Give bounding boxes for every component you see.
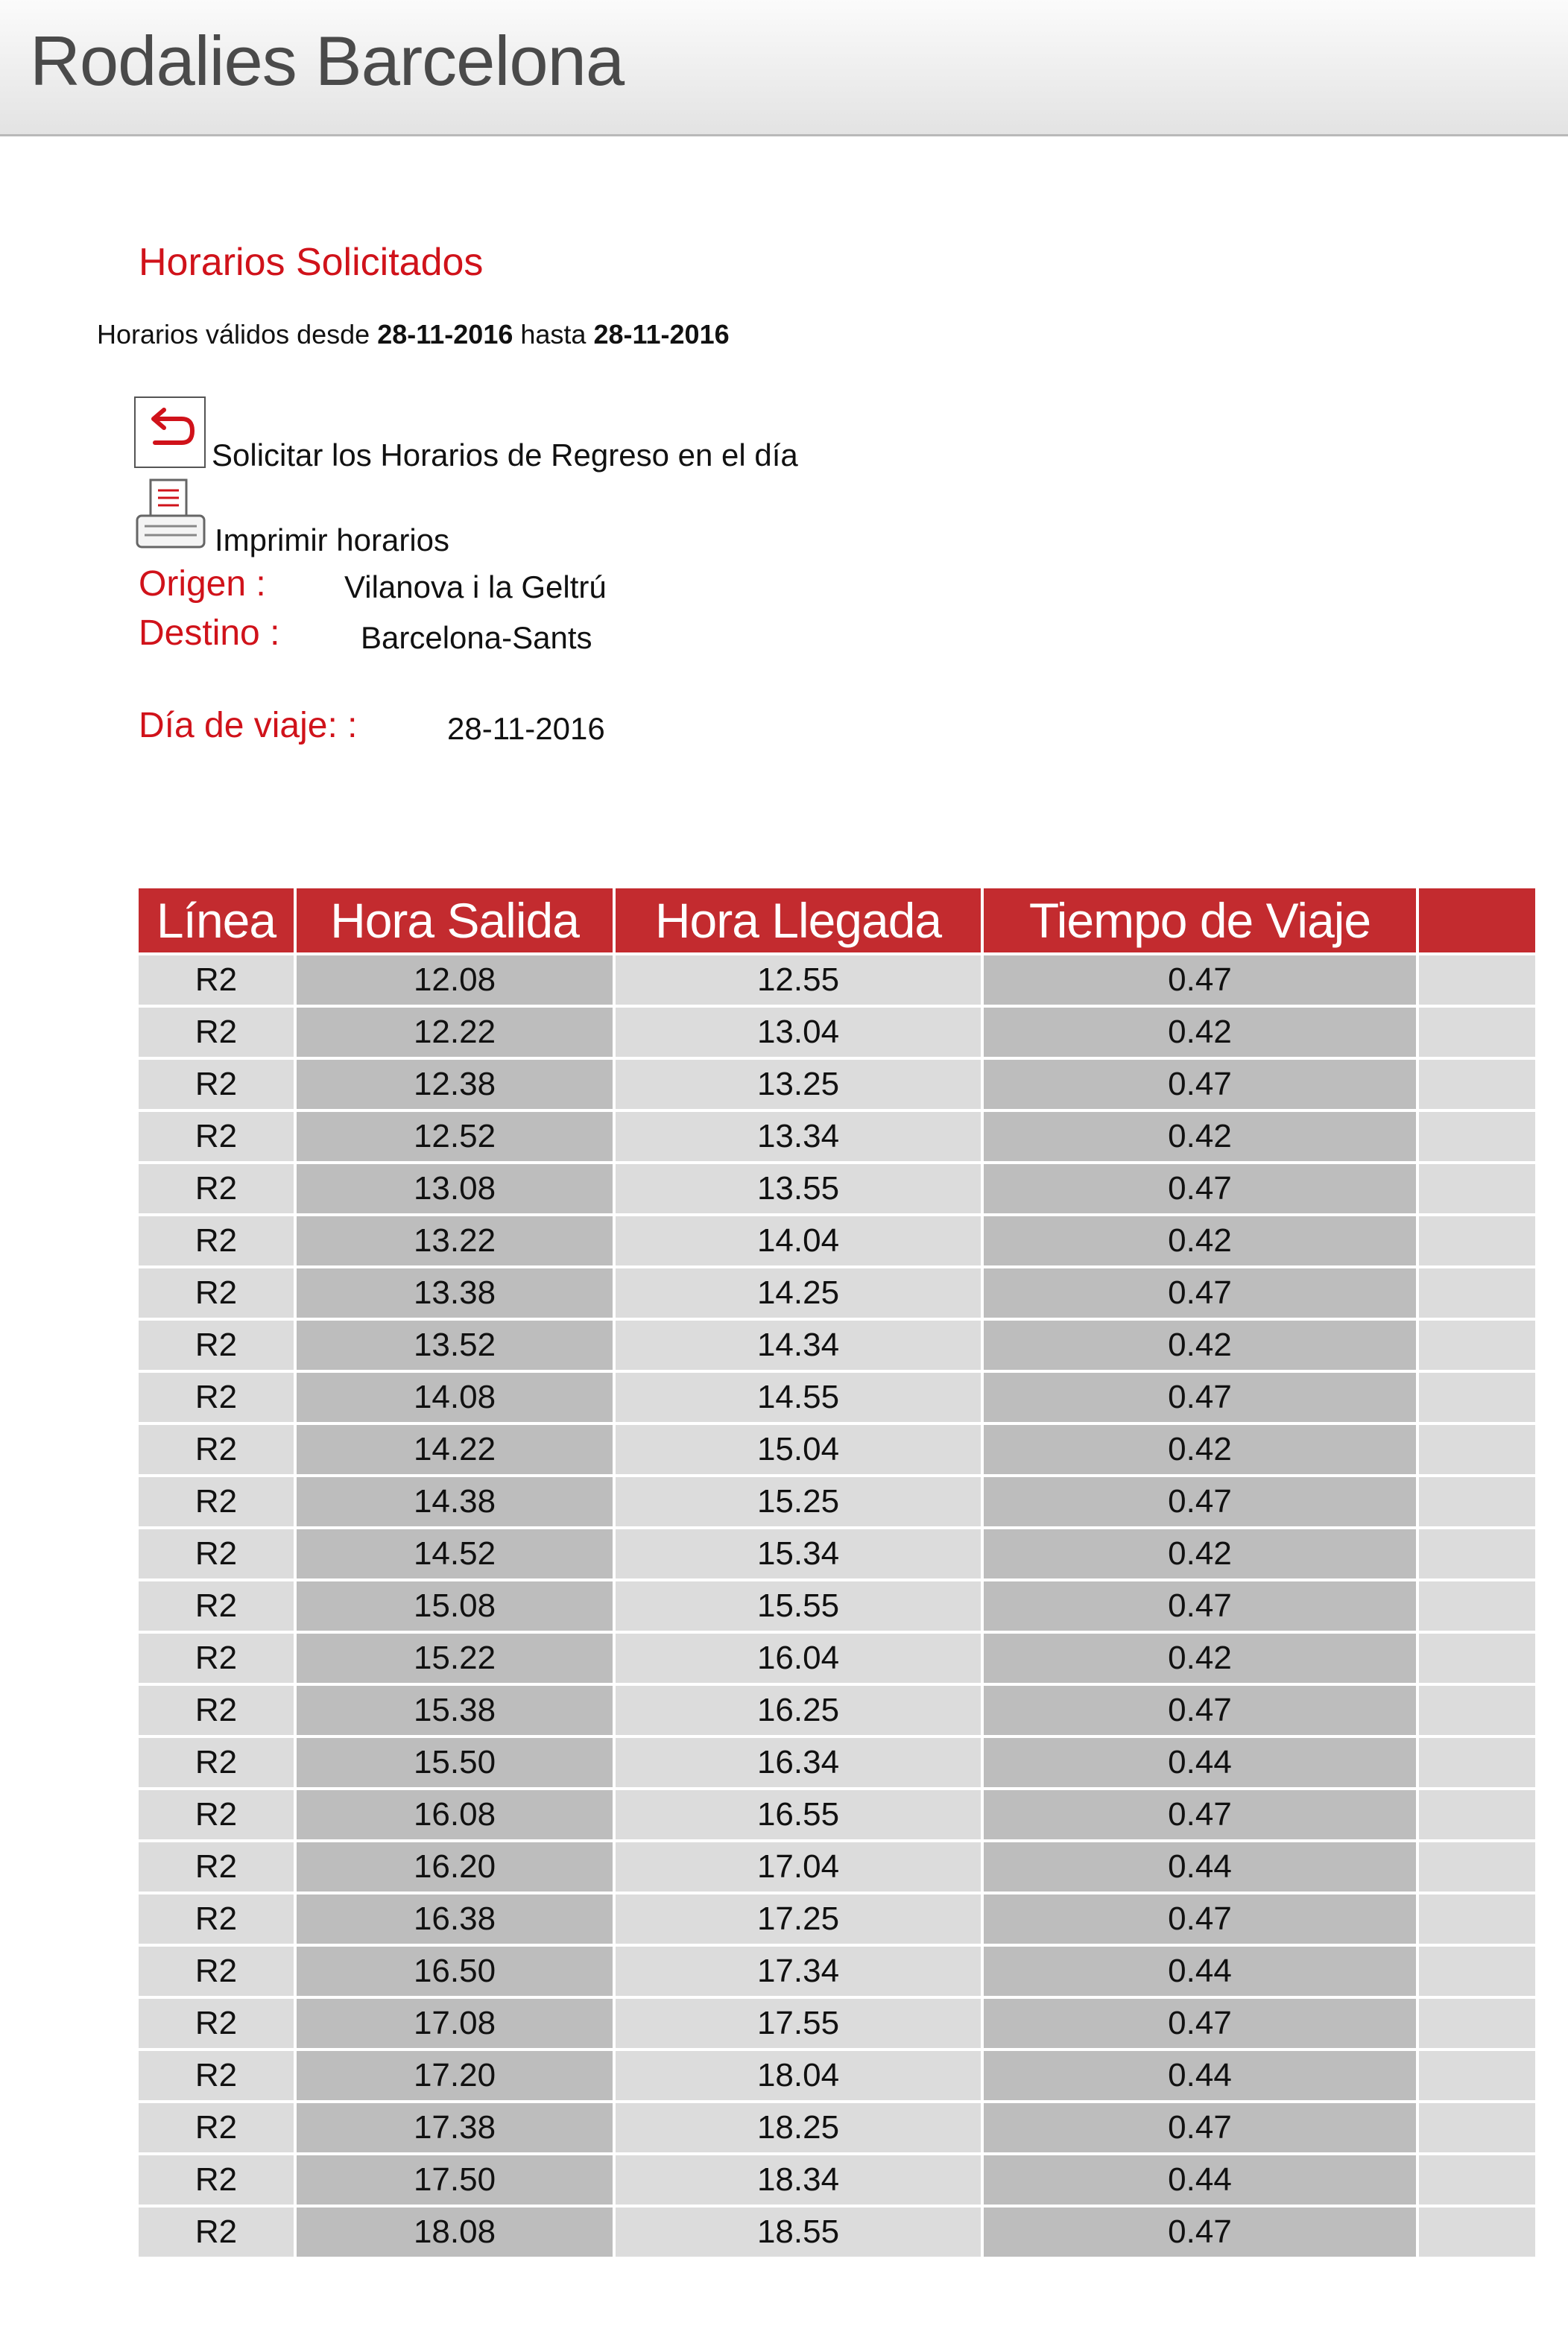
table-row [139,1634,1535,1683]
cell-hora-llegada: 13.04 [616,1008,981,1057]
cell-linea: R2 [139,2208,294,2257]
cell-hora-salida: 14.08 [297,1373,613,1422]
table-row [139,1060,1535,1109]
table-row [139,1894,1535,1944]
cell-hora-llegada: 14.55 [616,1373,981,1422]
cell-linea: R2 [139,1790,294,1839]
cell-extra [1419,1634,1535,1683]
cell-hora-salida: 15.50 [297,1738,613,1787]
cell-extra [1419,1790,1535,1839]
cell-hora-salida: 12.22 [297,1008,613,1057]
timetable [136,885,1538,2260]
cell-extra [1419,2051,1535,2100]
table-row [139,2208,1535,2257]
cell-linea: R2 [139,1216,294,1265]
cell-hora-salida: 13.22 [297,1216,613,1265]
cell-linea: R2 [139,1738,294,1787]
column-header-hora-salida: Hora Salida [297,888,613,952]
cell-hora-salida: 16.08 [297,1790,613,1839]
travel-date-label: Día de viaje: : [139,706,358,745]
column-header-hora-llegada: Hora Llegada [616,888,981,952]
cell-linea: R2 [139,1634,294,1683]
cell-hora-salida: 12.08 [297,955,613,1005]
cell-extra [1419,1842,1535,1892]
timetable-header-row [139,888,1535,952]
cell-hora-llegada: 16.34 [616,1738,981,1787]
cell-hora-salida: 15.08 [297,1581,613,1631]
cell-hora-salida: 12.52 [297,1112,613,1161]
validity-range [97,319,730,350]
cell-extra [1419,1008,1535,1057]
cell-extra [1419,1738,1535,1787]
cell-extra [1419,2103,1535,2152]
cell-hora-llegada: 17.55 [616,1999,981,2048]
table-row [139,1164,1535,1213]
cell-linea: R2 [139,1321,294,1370]
column-header-tiempo-de-viaje: Tiempo de Viaje [984,888,1416,952]
cell-extra [1419,1060,1535,1109]
column-header-linea: Línea [139,888,294,952]
cell-tiempo-de-viaje: 0.44 [984,2155,1416,2205]
cell-hora-llegada: 15.04 [616,1425,981,1474]
table-row [139,955,1535,1005]
table-row [139,1112,1535,1161]
destination-label: Destino : [139,613,280,653]
cell-hora-salida: 16.38 [297,1894,613,1944]
cell-linea: R2 [139,1686,294,1735]
cell-extra [1419,1164,1535,1213]
validity-middle: hasta [513,319,594,350]
cell-tiempo-de-viaje: 0.44 [984,1947,1416,1996]
cell-tiempo-de-viaje: 0.47 [984,1686,1416,1735]
return-arrow-icon[interactable] [134,396,206,468]
cell-hora-llegada: 18.55 [616,2208,981,2257]
print-schedules-link[interactable] [134,478,450,557]
travel-date-value: 28-11-2016 [447,711,605,746]
cell-hora-salida: 18.08 [297,2208,613,2257]
cell-hora-llegada: 13.25 [616,1060,981,1109]
cell-extra [1419,1268,1535,1318]
origin-value: Vilanova i la Geltrú [344,569,607,604]
cell-linea: R2 [139,1947,294,1996]
cell-extra [1419,1999,1535,2048]
table-row [139,1947,1535,1996]
app-title: Rodalies Barcelona [30,22,625,100]
cell-hora-salida: 13.52 [297,1321,613,1370]
cell-linea: R2 [139,1477,294,1526]
table-row [139,1373,1535,1422]
cell-linea: R2 [139,1529,294,1578]
cell-hora-salida: 12.38 [297,1060,613,1109]
cell-hora-llegada: 16.55 [616,1790,981,1839]
column-header-extra [1419,888,1535,952]
table-row [139,1425,1535,1474]
validity-to-date: 28-11-2016 [593,319,730,350]
validity-from-date: 28-11-2016 [377,319,513,350]
cell-linea: R2 [139,1999,294,2048]
table-row [139,1529,1535,1578]
cell-hora-llegada: 14.25 [616,1268,981,1318]
cell-tiempo-de-viaje: 0.42 [984,1529,1416,1578]
cell-hora-llegada: 15.34 [616,1529,981,1578]
cell-linea: R2 [139,1060,294,1109]
cell-tiempo-de-viaje: 0.47 [984,955,1416,1005]
cell-hora-llegada: 17.04 [616,1842,981,1892]
cell-hora-salida: 14.38 [297,1477,613,1526]
cell-linea: R2 [139,2155,294,2205]
table-row [139,1477,1535,1526]
cell-hora-salida: 17.08 [297,1999,613,2048]
cell-hora-llegada: 18.25 [616,2103,981,2152]
cell-linea: R2 [139,2103,294,2152]
cell-linea: R2 [139,1842,294,1892]
cell-tiempo-de-viaje: 0.42 [984,1321,1416,1370]
cell-tiempo-de-viaje: 0.47 [984,1790,1416,1839]
table-row [139,2155,1535,2205]
cell-linea: R2 [139,1164,294,1213]
cell-hora-llegada: 16.25 [616,1686,981,1735]
table-row [139,1686,1535,1735]
cell-extra [1419,1425,1535,1474]
cell-tiempo-de-viaje: 0.47 [984,1164,1416,1213]
cell-linea: R2 [139,1373,294,1422]
table-row [139,1738,1535,1787]
cell-tiempo-de-viaje: 0.47 [984,1268,1416,1318]
cell-extra [1419,955,1535,1005]
cell-tiempo-de-viaje: 0.42 [984,1634,1416,1683]
cell-tiempo-de-viaje: 0.42 [984,1216,1416,1265]
table-row [139,1321,1535,1370]
cell-extra [1419,2208,1535,2257]
cell-hora-salida: 14.22 [297,1425,613,1474]
table-row [139,1268,1535,1318]
cell-extra [1419,1477,1535,1526]
cell-hora-salida: 17.50 [297,2155,613,2205]
cell-extra [1419,1112,1535,1161]
destination-value: Barcelona-Sants [361,620,592,655]
cell-hora-salida: 17.20 [297,2051,613,2100]
app-header [0,0,1568,136]
cell-hora-llegada: 14.04 [616,1216,981,1265]
cell-linea: R2 [139,955,294,1005]
origin-label: Origen : [139,564,266,604]
cell-tiempo-de-viaje: 0.47 [984,1581,1416,1631]
cell-extra [1419,1321,1535,1370]
table-row [139,1842,1535,1892]
cell-extra [1419,1894,1535,1944]
cell-hora-llegada: 13.55 [616,1164,981,1213]
cell-tiempo-de-viaje: 0.42 [984,1112,1416,1161]
cell-hora-salida: 16.20 [297,1842,613,1892]
cell-hora-llegada: 12.55 [616,955,981,1005]
cell-hora-llegada: 14.34 [616,1321,981,1370]
cell-hora-salida: 13.38 [297,1268,613,1318]
cell-hora-llegada: 15.55 [616,1581,981,1631]
table-row [139,1790,1535,1839]
cell-tiempo-de-viaje: 0.42 [984,1008,1416,1057]
table-row [139,1008,1535,1057]
cell-hora-salida: 13.08 [297,1164,613,1213]
cell-hora-salida: 15.38 [297,1686,613,1735]
table-row [139,2103,1535,2152]
table-row [139,1999,1535,2048]
cell-linea: R2 [139,1894,294,1944]
cell-tiempo-de-viaje: 0.47 [984,1373,1416,1422]
cell-hora-salida: 14.52 [297,1529,613,1578]
cell-extra [1419,1581,1535,1631]
cell-tiempo-de-viaje: 0.47 [984,1477,1416,1526]
cell-linea: R2 [139,1425,294,1474]
cell-extra [1419,1373,1535,1422]
cell-hora-salida: 15.22 [297,1634,613,1683]
print-schedules-label[interactable]: Imprimir horarios [215,522,450,557]
request-return-schedules-link[interactable] [134,396,798,473]
cell-linea: R2 [139,2051,294,2100]
cell-linea: R2 [139,1581,294,1631]
cell-hora-llegada: 17.25 [616,1894,981,1944]
cell-hora-llegada: 18.04 [616,2051,981,2100]
cell-hora-salida: 17.38 [297,2103,613,2152]
cell-tiempo-de-viaje: 0.47 [984,1999,1416,2048]
cell-hora-llegada: 15.25 [616,1477,981,1526]
cell-linea: R2 [139,1112,294,1161]
cell-linea: R2 [139,1268,294,1318]
cell-tiempo-de-viaje: 0.47 [984,1060,1416,1109]
table-row [139,1581,1535,1631]
table-row [139,2051,1535,2100]
cell-linea: R2 [139,1008,294,1057]
validity-prefix: Horarios válidos desde [97,319,378,350]
cell-tiempo-de-viaje: 0.47 [984,2103,1416,2152]
request-return-schedules-label[interactable]: Solicitar los Horarios de Regreso en el día [212,437,798,473]
cell-tiempo-de-viaje: 0.44 [984,1842,1416,1892]
cell-hora-salida: 16.50 [297,1947,613,1996]
cell-tiempo-de-viaje: 0.42 [984,1425,1416,1474]
cell-hora-llegada: 16.04 [616,1634,981,1683]
cell-hora-llegada: 18.34 [616,2155,981,2205]
cell-tiempo-de-viaje: 0.44 [984,1738,1416,1787]
printer-icon[interactable] [134,478,209,553]
cell-tiempo-de-viaje: 0.47 [984,1894,1416,1944]
cell-extra [1419,2155,1535,2205]
cell-hora-llegada: 13.34 [616,1112,981,1161]
section-title: Horarios Solicitados [139,241,484,284]
cell-hora-llegada: 17.34 [616,1947,981,1996]
cell-tiempo-de-viaje: 0.47 [984,2208,1416,2257]
timetable-body [139,955,1535,2257]
cell-extra [1419,1686,1535,1735]
table-row [139,1216,1535,1265]
cell-extra [1419,1947,1535,1996]
cell-tiempo-de-viaje: 0.44 [984,2051,1416,2100]
cell-extra [1419,1529,1535,1578]
cell-extra [1419,1216,1535,1265]
